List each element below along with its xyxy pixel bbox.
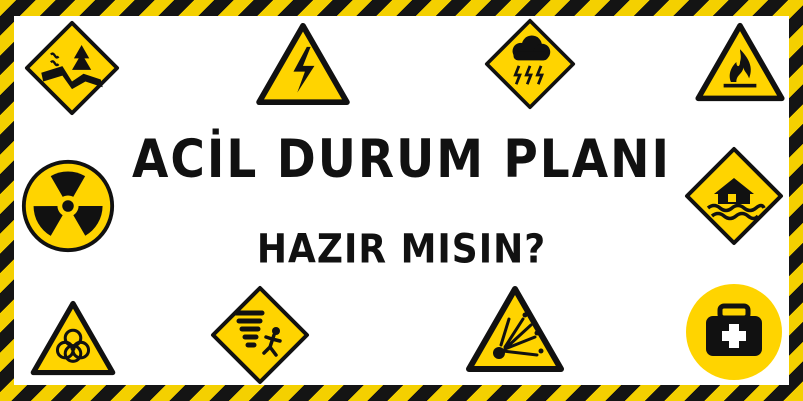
storm-sign-icon (484, 18, 576, 110)
explosive-sign-icon (463, 285, 567, 373)
flammable-sign-icon (694, 22, 786, 102)
biohazard-sign-icon (28, 300, 118, 376)
page-title: ACİL DURUM PLANI (132, 128, 671, 191)
first-aid-kit-icon (684, 282, 784, 382)
high-voltage-sign-icon (255, 22, 351, 106)
tornado-sign-icon (210, 285, 310, 385)
earthquake-sign-icon (24, 20, 120, 116)
page-subtitle: HAZIR MISIN? (256, 226, 547, 273)
white-panel (14, 16, 789, 385)
